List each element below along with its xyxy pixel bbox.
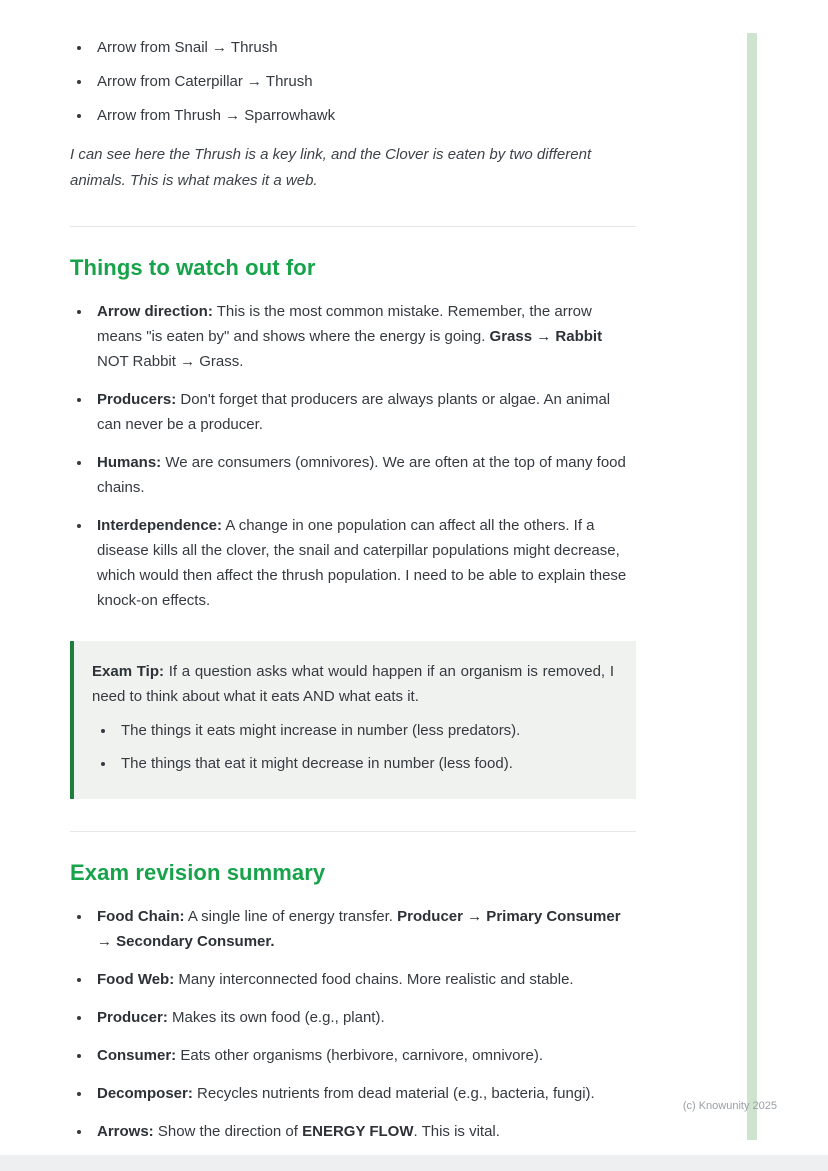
section-title-exam-revision: Exam revision summary — [70, 860, 326, 885]
list-item: • Arrow from Snail → Thrush — [92, 36, 636, 60]
list-item: • Food Web: Many interconnected food chains. More realistic and stable. — [92, 967, 636, 992]
list-item: • The things that eat it might decrease in number (less food). — [116, 752, 614, 776]
page-gap — [0, 1155, 828, 1171]
list-item: • Producers: Don't forget that producers are always plants or algae. An animal can never be a producer. — [92, 387, 636, 437]
exam-tip-list — [92, 719, 614, 776]
exam-tip-text: Exam Tip: If a question asks what would happen if an organism is removed, I need to think about what it eats AND what eats it. — [92, 663, 614, 705]
observation-note: I can see here the Thrush is a key link, and the Clover is eaten by two different animals. This is what makes it a web. — [70, 146, 592, 189]
list-item: • The things it eats might increase in number (less predators). — [116, 719, 614, 743]
list-item: • Interdependence: A change in one population can affect all the others. If a disease kills all the clover, the snail and caterpillar populations might decrease, which would then affect the thrush population. I need to be able to explain these knock-on effects. — [92, 513, 636, 613]
list-item: • Arrows: Show the direction of ENERGY FLOW. This is vital. — [92, 1119, 636, 1144]
document-content — [70, 36, 636, 1171]
section-title-things-to-watch: Things to watch out for — [70, 255, 316, 280]
page-edge-strip — [747, 33, 757, 1140]
exam-tip-callout — [70, 641, 636, 799]
list-item: • Producer: Makes its own food (e.g., plant). — [92, 1005, 636, 1030]
list-item: • Arrow from Thrush → Sparrowhawk — [92, 104, 636, 128]
arrow-examples-list — [70, 36, 636, 128]
list-item: • Humans: We are consumers (omnivores). We are often at the top of many food chains. — [92, 450, 636, 500]
divider — [70, 226, 636, 227]
divider — [70, 831, 636, 832]
list-item: • Decomposer: Recycles nutrients from dead material (e.g., bacteria, fungi). — [92, 1081, 636, 1106]
list-item: • Arrow from Caterpillar → Thrush — [92, 70, 636, 94]
watermark: (c) Knowunity 2025 — [682, 1100, 777, 1112]
revision-summary-list — [70, 904, 636, 1171]
list-item: • Arrow direction: This is the most common mistake. Remember, the arrow means "is eaten by" and shows where the energy is going. Grass → Rabbit NOT Rabbit → Grass. — [92, 299, 636, 374]
watch-out-list — [70, 299, 636, 613]
list-item: • Consumer: Eats other organisms (herbivore, carnivore, omnivore). — [92, 1043, 636, 1068]
list-item: • Food Chain: A single line of energy transfer. Producer → Primary Consumer → Secondary Consumer. — [92, 904, 636, 954]
